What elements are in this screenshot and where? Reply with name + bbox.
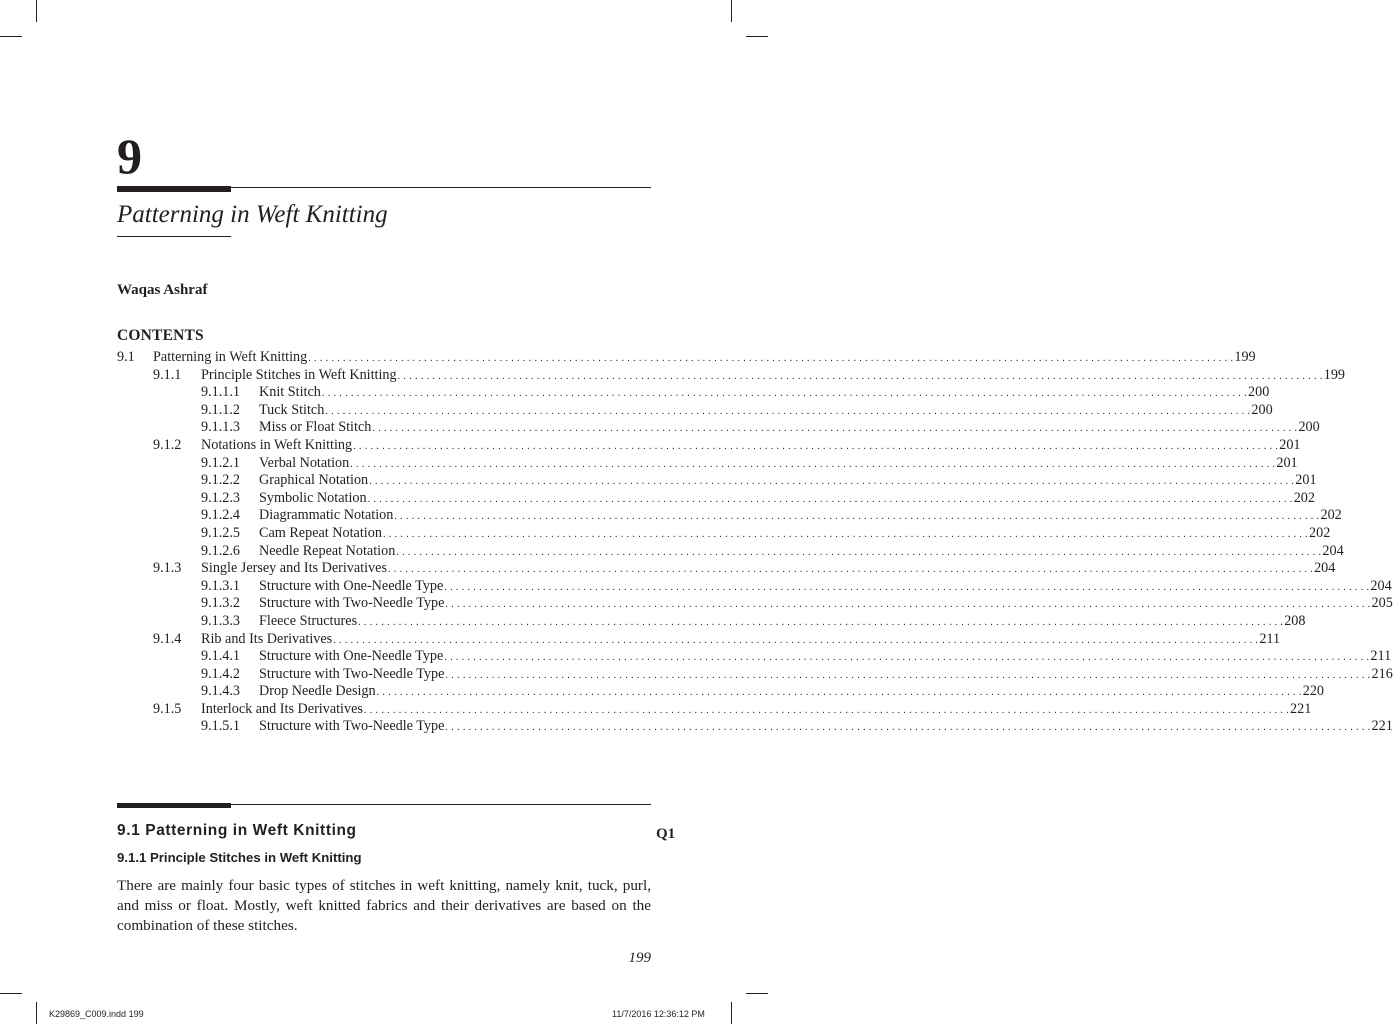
toc-entry-page: 199 [1234, 349, 1256, 365]
toc-entry-title: Patterning in Weft Knitting [153, 349, 308, 365]
toc-leader-dots: . . . . . . . . . . . . . . . . . . . . . . . . . . . . . . . . . . . . . . . . . . . . . . . . . . . . . . . . . . . . . . . . . . . . . . . . . . . . . . . . . . . . . . . . . . . . . . . . . . . . . . . . . . . . . . . . . . . . . . . . . . . . . . . . . . . . . . . . . . . . . . . . . . . . . . . . . . . . . . . . [325, 405, 1251, 417]
toc-leader-dots: . . . . . . . . . . . . . . . . . . . . . . . . . . . . . . . . . . . . . . . . . . . . . . . . . . . . . . . . . . . . . . . . . . . . . . . . . . . . . . . . . . . . . . . . . . . . . . . . . . . . . . . . . . . . . . . . . . . . . . . . . . . . . . . . . . . . . . . . . . . . . . . . . . . . . . . . . . . . . . . . [397, 370, 1323, 382]
toc-entry-page: 221 [1290, 700, 1312, 717]
file-slug: K29869_C009.indd 199 [49, 1009, 144, 1019]
toc-leader-dots: . . . . . . . . . . . . . . . . . . . . . . . . . . . . . . . . . . . . . . . . . . . . . . . . . . . . . . . . . . . . . . . . . . . . . . . . . . . . . . . . . . . . . . . . . . . . . . . . . . . . . . . . . . . . . . . . . . . . . . . . . . . . . . . . . . . . . . . . . . . . . . . . . . . . . . . . . . . . . . . . [367, 493, 1293, 505]
toc-leader-dots: . . . . . . . . . . . . . . . . . . . . . . . . . . . . . . . . . . . . . . . . . . . . . . . . . . . . . . . . . . . . . . . . . . . . . . . . . . . . . . . . . . . . . . . . . . . . . . . . . . . . . . . . . . . . . . . . . . . . . . . . . . . . . . . . . . . . . . . . . . . . . . . . . . . . . . . . . . . . . . . . [394, 511, 1320, 523]
toc-entry [117, 700, 1312, 719]
section-heading: 9.1 Patterning in Weft Knitting [117, 822, 357, 839]
toc-leader-dots: . . . . . . . . . . . . . . . . . . . . . . . . . . . . . . . . . . . . . . . . . . . . . . . . . . . . . . . . . . . . . . . . . . . . . . . . . . . . . . . . . . . . . . . . . . . . . . . . . . . . . . . . . . . . . . . . . . . . . . . . . . . . . . . . . . . . . . . . . . . . . . . . . . . . . . . . . . . . . . . . [444, 581, 1370, 593]
toc-entry-title: Symbolic Notation [259, 489, 367, 506]
query-marker: Q1 [656, 826, 676, 842]
toc-entry [117, 366, 1346, 385]
chapter-number: 9 [117, 128, 142, 184]
table-of-contents [117, 349, 1393, 736]
toc-entry-title: Structure with One-Needle Type [259, 577, 444, 594]
toc-entry-number: 9.1.5.1 [201, 718, 241, 735]
toc-entry-page: 201 [1295, 472, 1317, 489]
toc-entry [117, 507, 1342, 525]
toc-entry-title: Rib and Its Derivatives [201, 630, 333, 647]
toc-leader-dots: . . . . . . . . . . . . . . . . . . . . . . . . . . . . . . . . . . . . . . . . . . . . . . . . . . . . . . . . . . . . . . . . . . . . . . . . . . . . . . . . . . . . . . . . . . . . . . . . . . . . . . . . . . . . . . . . . . . . . . . . . . . . . . . . . . . . . . . . . . . . . . . . . . . . . . . . . . . . . . . . [376, 687, 1302, 699]
toc-entry-number: 9.1.2.1 [201, 454, 241, 471]
chapter-title: Patterning in Weft Knitting [117, 201, 388, 228]
toc-entry-title: Graphical Notation [259, 472, 369, 489]
toc-entry-title: Structure with One-Needle Type [259, 648, 444, 665]
toc-entry-title: Cam Repeat Notation [259, 524, 382, 541]
toc-entry-page: 201 [1276, 454, 1298, 471]
crop-mark [731, 0, 732, 22]
toc-leader-dots: . . . . . . . . . . . . . . . . . . . . . . . . . . . . . . . . . . . . . . . . . . . . . . . . . . . . . . . . . . . . . . . . . . . . . . . . . . . . . . . . . . . . . . . . . . . . . . . . . . . . . . . . . . . . . . . . . . . . . . . . . . . . . . . . . . . . . . . . . . . . . . . . . . . . . . . . . . . . . . . . [445, 599, 1371, 611]
toc-entry [117, 401, 1273, 420]
toc-entry-title: Structure with Two-Needle Type [259, 595, 445, 612]
toc-entry-number: 9.1.5 [153, 700, 182, 717]
toc-leader-dots: . . . . . . . . . . . . . . . . . . . . . . . . . . . . . . . . . . . . . . . . . . . . . . . . . . . . . . . . . . . . . . . . . . . . . . . . . . . . . . . . . . . . . . . . . . . . . . . . . . . . . . . . . . . . . . . . . . . . . . . . . . . . . . . . . . . . . . . . . . . . . . . . . . . . . . . . . . . . . . . . [445, 669, 1371, 681]
crop-mark [36, 1002, 37, 1024]
toc-entry-page: 201 [1279, 436, 1301, 453]
toc-entry-page: 200 [1251, 401, 1273, 418]
toc-entry-number: 9.1.2.5 [201, 524, 241, 541]
toc-entry-page: 211 [1259, 630, 1281, 647]
toc-entry-number: 9.1.2 [153, 436, 182, 453]
contents-heading: CONTENTS [117, 327, 204, 344]
toc-entry [117, 349, 1256, 367]
toc-entry-page: 204 [1314, 560, 1336, 577]
toc-entry-page: 221 [1371, 718, 1393, 735]
toc-entry-number: 9.1.4 [153, 630, 182, 647]
toc-leader-dots: . . . . . . . . . . . . . . . . . . . . . . . . . . . . . . . . . . . . . . . . . . . . . . . . . . . . . . . . . . . . . . . . . . . . . . . . . . . . . . . . . . . . . . . . . . . . . . . . . . . . . . . . . . . . . . . . . . . . . . . . . . . . . . . . . . . . . . . . . . . . . . . . . . . . . . . . . . . . . . . . [353, 440, 1279, 452]
toc-leader-dots: . . . . . . . . . . . . . . . . . . . . . . . . . . . . . . . . . . . . . . . . . . . . . . . . . . . . . . . . . . . . . . . . . . . . . . . . . . . . . . . . . . . . . . . . . . . . . . . . . . . . . . . . . . . . . . . . . . . . . . . . . . . . . . . . . . . . . . . . . . . . . . . . . . . . . . . . . . . . . . . . [363, 704, 1290, 716]
subsection-heading: 9.1.1 Principle Stitches in Weft Knitting [117, 850, 362, 865]
crop-mark [746, 36, 768, 37]
crop-mark [0, 993, 22, 994]
toc-entry-number: 9.1.2.4 [201, 507, 241, 524]
body-paragraph: There are mainly four basic types of stitches in weft knitting, namely knit, tuck, purl, and miss or float. Mostly, weft knitted fabrics and their derivatives are based on the combination of these stitches. [117, 877, 651, 934]
toc-entry [117, 542, 1344, 561]
toc-entry-page: 200 [1298, 419, 1320, 436]
toc-entry-number: 9.1.1 [153, 366, 182, 383]
toc-leader-dots: . . . . . . . . . . . . . . . . . . . . . . . . . . . . . . . . . . . . . . . . . . . . . . . . . . . . . . . . . . . . . . . . . . . . . . . . . . . . . . . . . . . . . . . . . . . . . . . . . . . . . . . . . . . . . . . . . . . . . . . . . . . . . . . . . . . . . . . . . . . . . . . . . . . . . . . . . . . . . . . . [350, 458, 1276, 470]
toc-entry-page: 202 [1320, 507, 1342, 524]
toc-entry-page: 204 [1370, 577, 1392, 594]
toc-entry-title: Principle Stitches in Weft Knitting [201, 366, 397, 383]
toc-entry-number: 9.1.2.2 [201, 472, 241, 489]
toc-entry [117, 419, 1320, 437]
toc-leader-dots: . . . . . . . . . . . . . . . . . . . . . . . . . . . . . . . . . . . . . . . . . . . . . . . . . . . . . . . . . . . . . . . . . . . . . . . . . . . . . . . . . . . . . . . . . . . . . . . . . . . . . . . . . . . . . . . . . . . . . . . . . . . . . . . . . . . . . . . . . . . . . . . . . . . . . . . . . . . . . . . . [444, 652, 1370, 664]
toc-entry-page: 205 [1371, 595, 1393, 612]
toc-entry-title: Structure with Two-Needle Type [259, 718, 445, 735]
toc-entry [117, 595, 1393, 613]
toc-entry [117, 630, 1281, 649]
toc-entry-page: 202 [1293, 489, 1315, 506]
toc-leader-dots: . . . . . . . . . . . . . . . . . . . . . . . . . . . . . . . . . . . . . . . . . . . . . . . . . . . . . . . . . . . . . . . . . . . . . . . . . . . . . . . . . . . . . . . . . . . . . . . . . . . . . . . . . . . . . . . . . . . . . . . . . . . . . . . . . . . . . . . . . . . . . . . . . . . . . . . . . . . . . . . . [308, 353, 1234, 364]
toc-entry-title: Miss or Float Stitch [259, 419, 372, 436]
toc-entry-page: 211 [1370, 648, 1392, 665]
toc-entry-number: 9.1.1.1 [201, 384, 241, 401]
toc-entry [117, 683, 1325, 701]
toc-entry-number: 9.1.4.2 [201, 665, 241, 682]
toc-entry-page: 220 [1302, 683, 1325, 700]
page-number: 199 [628, 950, 651, 966]
toc-entry-title: Notations in Weft Knitting [201, 436, 353, 453]
toc-leader-dots: . . . . . . . . . . . . . . . . . . . . . . . . . . . . . . . . . . . . . . . . . . . . . . . . . . . . . . . . . . . . . . . . . . . . . . . . . . . . . . . . . . . . . . . . . . . . . . . . . . . . . . . . . . . . . . . . . . . . . . . . . . . . . . . . . . . . . . . . . . . . . . . . . . . . . . . . . . . . . . . . [358, 616, 1284, 628]
toc-entry-title: Single Jersey and Its Derivatives [201, 560, 387, 577]
toc-entry-number: 9.1.2.3 [201, 489, 241, 506]
toc-entry [117, 384, 1270, 402]
toc-entry-number: 9.1.4.1 [201, 648, 241, 665]
toc-entry-number: 9.1 [117, 349, 135, 365]
toc-entry [117, 665, 1393, 684]
toc-leader-dots: . . . . . . . . . . . . . . . . . . . . . . . . . . . . . . . . . . . . . . . . . . . . . . . . . . . . . . . . . . . . . . . . . . . . . . . . . . . . . . . . . . . . . . . . . . . . . . . . . . . . . . . . . . . . . . . . . . . . . . . . . . . . . . . . . . . . . . . . . . . . . . . . . . . . . . . . . . . . . . . . [387, 564, 1314, 576]
toc-entry-page: 200 [1248, 384, 1270, 401]
toc-leader-dots: . . . . . . . . . . . . . . . . . . . . . . . . . . . . . . . . . . . . . . . . . . . . . . . . . . . . . . . . . . . . . . . . . . . . . . . . . . . . . . . . . . . . . . . . . . . . . . . . . . . . . . . . . . . . . . . . . . . . . . . . . . . . . . . . . . . . . . . . . . . . . . . . . . . . . . . . . . . . . . . . [369, 476, 1295, 488]
toc-entry-title: Drop Needle Design [259, 683, 376, 700]
crop-mark [731, 1002, 732, 1024]
toc-leader-dots: . . . . . . . . . . . . . . . . . . . . . . . . . . . . . . . . . . . . . . . . . . . . . . . . . . . . . . . . . . . . . . . . . . . . . . . . . . . . . . . . . . . . . . . . . . . . . . . . . . . . . . . . . . . . . . . . . . . . . . . . . . . . . . . . . . . . . . . . . . . . . . . . . . . . . . . . . . . . . . . . [396, 546, 1322, 558]
toc-entry-page: 216 [1371, 665, 1393, 682]
toc-entry-title: Needle Repeat Notation [259, 542, 396, 559]
toc-entry-number: 9.1.3 [153, 560, 182, 577]
crop-mark [36, 0, 37, 22]
crop-mark [746, 993, 768, 994]
toc-entry-page: 204 [1322, 542, 1344, 559]
toc-entry [117, 648, 1392, 666]
toc-leader-dots: . . . . . . . . . . . . . . . . . . . . . . . . . . . . . . . . . . . . . . . . . . . . . . . . . . . . . . . . . . . . . . . . . . . . . . . . . . . . . . . . . . . . . . . . . . . . . . . . . . . . . . . . . . . . . . . . . . . . . . . . . . . . . . . . . . . . . . . . . . . . . . . . . . . . . . . . . . . . . . . . [321, 388, 1247, 400]
toc-leader-dots: . . . . . . . . . . . . . . . . . . . . . . . . . . . . . . . . . . . . . . . . . . . . . . . . . . . . . . . . . . . . . . . . . . . . . . . . . . . . . . . . . . . . . . . . . . . . . . . . . . . . . . . . . . . . . . . . . . . . . . . . . . . . . . . . . . . . . . . . . . . . . . . . . . . . . . . . . . . . . . . . [333, 634, 1259, 646]
toc-entry-page: 202 [1309, 524, 1331, 541]
toc-entry-number: 9.1.3.3 [201, 612, 241, 629]
toc-entry-title: Tuck Stitch [259, 401, 325, 418]
toc-entry-title: Verbal Notation [259, 454, 350, 471]
toc-entry [117, 612, 1306, 631]
title-underline [117, 236, 231, 237]
toc-entry-title: Interlock and Its Derivatives [201, 700, 363, 717]
toc-entry-number: 9.1.3.2 [201, 595, 241, 612]
toc-entry [117, 454, 1298, 473]
crop-mark [0, 36, 22, 37]
toc-entry [117, 489, 1315, 508]
toc-leader-dots: . . . . . . . . . . . . . . . . . . . . . . . . . . . . . . . . . . . . . . . . . . . . . . . . . . . . . . . . . . . . . . . . . . . . . . . . . . . . . . . . . . . . . . . . . . . . . . . . . . . . . . . . . . . . . . . . . . . . . . . . . . . . . . . . . . . . . . . . . . . . . . . . . . . . . . . . . . . . . . . . [382, 528, 1309, 540]
toc-leader-dots: . . . . . . . . . . . . . . . . . . . . . . . . . . . . . . . . . . . . . . . . . . . . . . . . . . . . . . . . . . . . . . . . . . . . . . . . . . . . . . . . . . . . . . . . . . . . . . . . . . . . . . . . . . . . . . . . . . . . . . . . . . . . . . . . . . . . . . . . . . . . . . . . . . . . . . . . . . . . . . . . [372, 423, 1298, 435]
toc-entry-title: Diagrammatic Notation [259, 507, 394, 524]
chapter-author: Waqas Ashraf [117, 282, 208, 298]
toc-entry [117, 560, 1336, 578]
section-rule-accent [117, 803, 231, 808]
toc-entry-page: 199 [1323, 366, 1346, 383]
toc-entry [117, 436, 1301, 455]
toc-entry-number: 9.1.2.6 [201, 542, 241, 559]
toc-entry-number: 9.1.4.3 [201, 683, 241, 700]
toc-entry [117, 472, 1317, 490]
toc-entry-page: 208 [1284, 612, 1306, 629]
toc-entry-number: 9.1.1.3 [201, 419, 241, 436]
toc-entry-number: 9.1.1.2 [201, 401, 241, 418]
toc-entry [117, 524, 1331, 543]
chapter-rule-accent [117, 186, 231, 192]
toc-entry-number: 9.1.3.1 [201, 577, 241, 594]
toc-leader-dots: . . . . . . . . . . . . . . . . . . . . . . . . . . . . . . . . . . . . . . . . . . . . . . . . . . . . . . . . . . . . . . . . . . . . . . . . . . . . . . . . . . . . . . . . . . . . . . . . . . . . . . . . . . . . . . . . . . . . . . . . . . . . . . . . . . . . . . . . . . . . . . . . . . . . . . . . . . . . . . . . [445, 722, 1371, 734]
toc-entry [117, 718, 1393, 736]
toc-entry-title: Fleece Structures [259, 612, 358, 629]
toc-entry-title: Knit Stitch [259, 384, 321, 401]
toc-entry [117, 577, 1392, 596]
toc-entry-title: Structure with Two-Needle Type [259, 665, 445, 682]
timestamp-slug: 11/7/2016 12:36:12 PM [612, 1009, 705, 1019]
